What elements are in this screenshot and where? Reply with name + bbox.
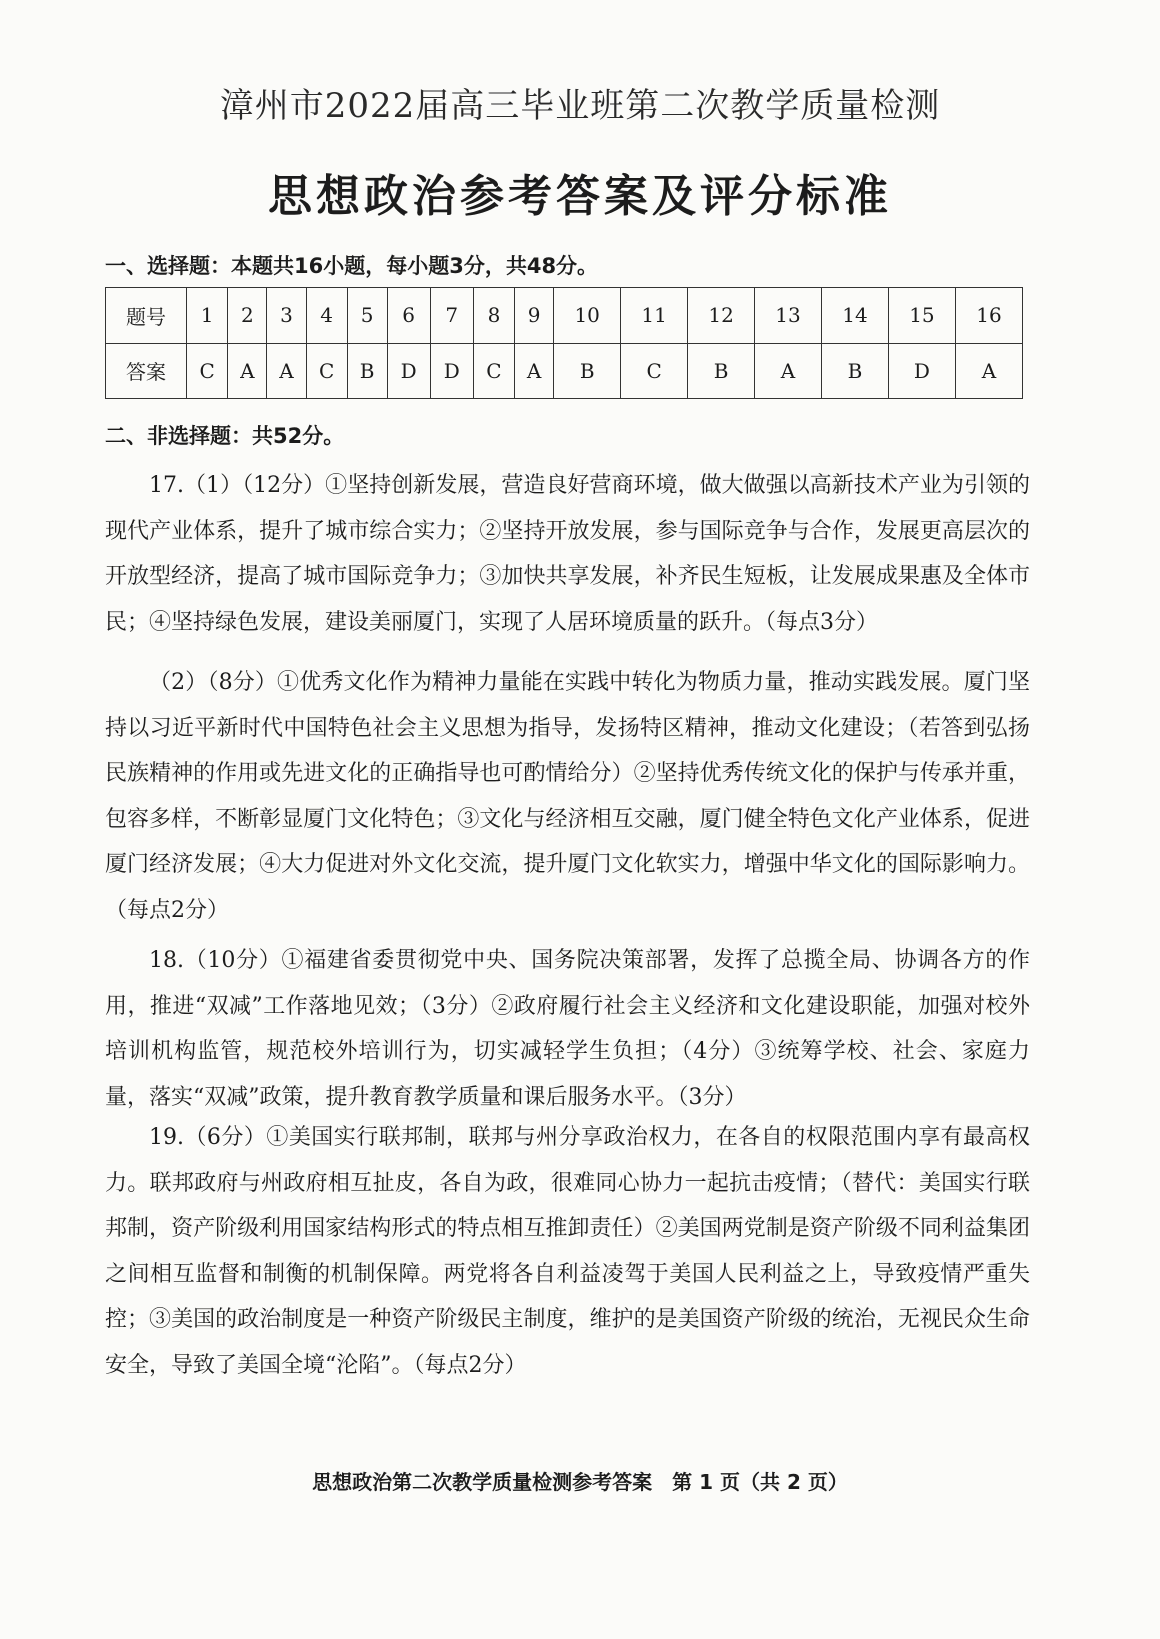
question-number: 10 [554, 288, 621, 344]
answer-cell: C [306, 343, 347, 399]
answer-cell: B [554, 343, 621, 399]
answer-18 [105, 938, 1030, 1120]
answer-cell: B [347, 343, 387, 399]
question-number: 1 [187, 288, 228, 344]
question-number: 14 [822, 288, 889, 344]
answer-cell: D [888, 343, 955, 399]
question-number-row [106, 288, 1023, 344]
question-number: 9 [515, 288, 554, 344]
answer-cell: C [621, 343, 688, 399]
answer-cell: C [473, 343, 514, 399]
document-title: 思想政治参考答案及评分标准 [268, 171, 892, 222]
answer-19 [105, 1115, 1030, 1388]
question-number: 3 [267, 288, 306, 344]
answer-cell: A [755, 343, 822, 399]
answer-cell: A [515, 343, 554, 399]
page-footer: 思想政治第二次教学质量检测参考答案 第 1 页（共 2 页） [312, 1470, 848, 1494]
question-number: 4 [306, 288, 347, 344]
question-number: 12 [688, 288, 755, 344]
answer-cell: C [187, 343, 228, 399]
exam-title: 漳州市2022届高三毕业班第二次教学质量检测 [219, 86, 941, 126]
answer-cell: D [430, 343, 473, 399]
answer-cell: D [387, 343, 430, 399]
answer-17-2 [105, 660, 1030, 933]
question-number: 15 [888, 288, 955, 344]
question-number: 6 [387, 288, 430, 344]
answer-cell: A [228, 343, 267, 399]
question-number: 16 [955, 288, 1022, 344]
question-number: 5 [347, 288, 387, 344]
question-number: 13 [755, 288, 822, 344]
row-label-answer: 答案 [106, 343, 187, 399]
question-number: 7 [430, 288, 473, 344]
question-number: 2 [228, 288, 267, 344]
answer-table [105, 287, 1023, 399]
section2-heading: 二、非选择题：共52分。 [105, 424, 345, 448]
section1-heading: 一、选择题：本题共16小题，每小题3分，共48分。 [105, 254, 599, 278]
answer-row [106, 343, 1023, 399]
answer-18-text: 18.（10分）①福建省委贯彻党中央、国务院决策部署，发挥了总揽全局、协调各方的作用，推进“双减”工作落地见效；（3分）②政府履行社会主义经济和文化建设职能，加强对校外培训机构监管，规范校外培训行为，切实减轻学生负担；（4分）③统筹学校、社会、家庭力量，落实“双减”政策，提升教育教学质量和课后服务水平。（3分） [105, 948, 1030, 1110]
answer-17-2-text: （2）（8分）①优秀文化作为精神力量能在实践中转化为物质力量，推动实践发展。厦门坚持以习近平新时代中国特色社会主义思想为指导，发扬特区精神，推动文化建设；（若答到弘扬民族精神的作用或先进文化的正确指导也可酌情给分）②坚持优秀传统文化的保护与传承并重，包容多样，不断彰显厦门文化特色；③文化与经济相互交融，厦门健全特色文化产业体系，促进厦门经济发展；④大力促进对外文化交流，提升厦门文化软实力，增强中华文化的国际影响力。（每点2分） [105, 670, 1030, 923]
answer-cell: B [822, 343, 889, 399]
answer-19-text: 19.（6分）①美国实行联邦制，联邦与州分享政治权力，在各自的权限范围内享有最高权力。联邦政府与州政府相互扯皮，各自为政，很难同心协力一起抗击疫情；（替代：美国实行联邦制，资产阶级利用国家结构形式的特点相互推卸责任）②美国两党制是资产阶级不同利益集团之间相互监督和制衡的机制保障。两党将各自利益凌驾于美国人民利益之上，导致疫情严重失控；③美国的政治制度是一种资产阶级民主制度，维护的是美国资产阶级的统治，无视民众生命安全，导致了美国全境“沦陷”。（每点2分） [105, 1125, 1030, 1378]
answer-cell: B [688, 343, 755, 399]
answer-17-1 [105, 463, 1030, 645]
question-number: 11 [621, 288, 688, 344]
row-label-number: 题号 [106, 288, 187, 344]
answer-cell: A [267, 343, 306, 399]
question-number: 8 [473, 288, 514, 344]
answer-cell: A [955, 343, 1022, 399]
answer-17-1-text: 17.（1）（12分）①坚持创新发展，营造良好营商环境，做大做强以高新技术产业为引领的现代产业体系，提升了城市综合实力；②坚持开放发展，参与国际竞争与合作，发展更高层次的开放型经济，提高了城市国际竞争力；③加快共享发展，补齐民生短板，让发展成果惠及全体市民；④坚持绿色发展，建设美丽厦门，实现了人居环境质量的跃升。（每点3分） [105, 473, 1030, 635]
